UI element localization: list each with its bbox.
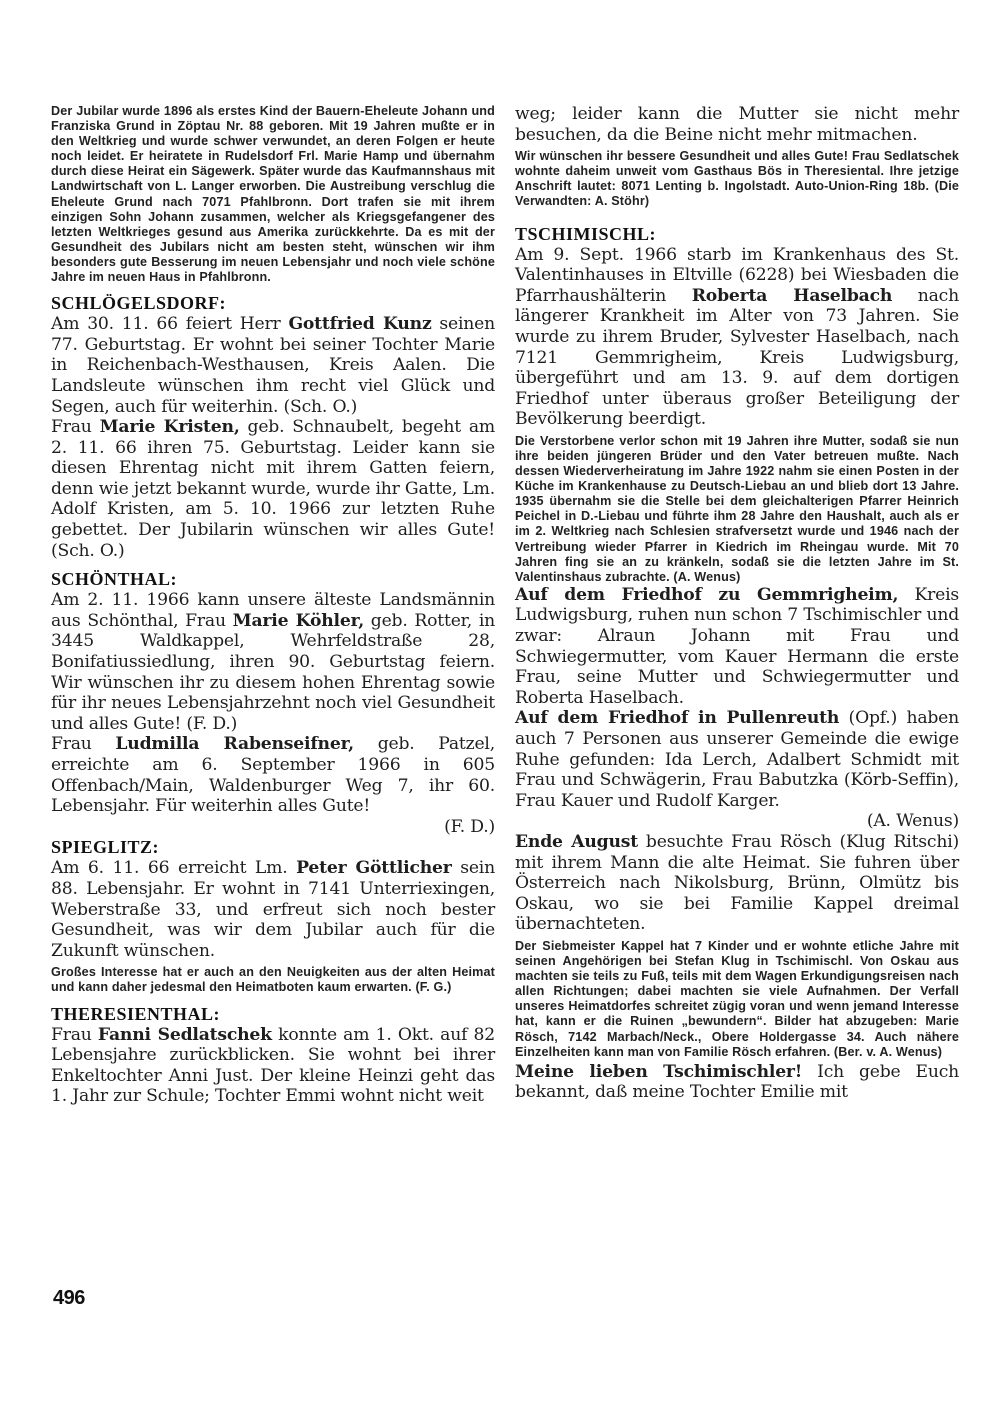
small-note: Wir wünschen ihr bessere Gesundheit und alles Gute! Frau Sedlatschek wohnte daheim unweit vom Gasthaus Bös in Theresiental. Ihre jetzige Anschrift lautet: 8071 Lenting b. Ingolstadt. Auto-Union-Ring 18b. (Die Verwandten: A. Stöhr)	[515, 149, 959, 209]
paragraph-ende-august: Ende August besuchte Frau Rösch (Klug Ritschi) mit ihrem Mann die alte Heimat. Sie fuhren über Österreich nach Nikolsburg, Brünn, Olmütz bis Oskau, wo sie bei Familie Kappel dreimal übernachteten.	[515, 831, 959, 935]
person-name: Roberta Haselbach	[691, 285, 893, 306]
lead-in: Meine lieben Tschimischler!	[515, 1061, 803, 1082]
paragraph-marie-koehler: Am 2. 11. 1966 kann unsere älteste Landsmännin aus Schönthal, Frau Marie Köhler, geb. Rotter, in 3445 Waldkappel, Wehrfeldstraße 28, Bonifatiussiedlung, ihren 90. Geburtstag feiern. Wir wünschen ihr zu diesem hohen Ehrentag sowie für ihr neues Lebensjahrzehnt noch viel Gesundheit und alles Gute! (F. D.)	[51, 590, 495, 734]
section-heading-theresienthal: THERESIENTHAL:	[51, 1003, 221, 1024]
lead-in: Auf dem Friedhof in Pullenreuth	[515, 708, 840, 729]
paragraph-continuation: weg; leider kann die Mutter sie nicht mehr besuchen, da die Beine nicht mehr mitmachen.	[515, 104, 959, 145]
small-note: Die Verstorbene verlor schon mit 19 Jahren ihre Mutter, sodaß sie nun ihre beiden jüngeren Brüder und den Vater betreuen mußte. Nach dessen Wiederverheiratung im Jahre 1922 nahm sie einen Posten in der Küche im Krankenhause zu Deutsch-Liebau an und blieb dort 13 Jahre. 1935 übernahm sie die Stelle bei dem gleichalterigen Pfarrer Heinrich Peichel in D.-Liebau und führte ihm 28 Jahre den Haushalt, auch als er im 2. Weltkrieg nach Schlesien strafversetzt wurde und 1946 nach der Vertreibung wieder Pfarrer in Kiedrich im Rheingau wurde. Mit 70 Jahren fing sie an zu kränkeln, sodaß sie die letzten Jahre im St. Valentinshaus zubrachte. (A. Wenus)	[515, 433, 959, 584]
signature: (F. D.)	[444, 816, 495, 837]
section-heading-schloegelsdorf: SCHLÖGELSDORF:	[51, 293, 227, 314]
signature: (A. Wenus)	[866, 811, 959, 832]
lead-in: Ende August	[515, 831, 638, 852]
person-name: Marie Kristen,	[99, 417, 240, 438]
person-name: Gottfried Kunz	[288, 314, 432, 335]
paragraph-fanni-sedlatschek: Frau Fanni Sedlatschek konnte am 1. Okt. auf 82 Lebensjahre zurückblicken. Sie wohnt bei ihrer Enkeltochter Anni Just. Der kleine Heinzi geht das 1. Jahr zur Schule; Tochter Emmi wohnt nicht weit	[51, 1024, 495, 1107]
person-name: Peter Göttlicher	[296, 858, 452, 879]
paragraph-roberta-haselbach: Am 9. Sept. 1966 starb im Krankenhaus des St. Valentinhauses in Eltville (6228) bei Wiesbaden die Pfarrhaushälterin Roberta Haselbach nach längerer Krankheit im Alter von 73 Jahren. Sie wurde zu ihrem Bruder, Sylvester Haselbach, nach 7121 Gemmrigheim, Kreis Ludwigsburg, übergeführt und am 13. 9. auf dem dortigen Friedhof unter überaus großer Beteiligung der Bevölkerung beerdigt.	[515, 244, 959, 430]
paragraph-peter-goettlicher: Am 6. 11. 66 erreicht Lm. Peter Göttlicher sein 88. Lebensjahr. Er wohnt in 7141 Unterriexingen, Weberstraße 33, und erfreut sich noch bester Gesundheit, was wir dem Jubilar auch für die Zukunft wünschen.	[51, 858, 495, 961]
person-name: Marie Köhler,	[232, 610, 364, 631]
paragraph-meine-lieben: Meine lieben Tschimischler! Ich gebe Euch bekannt, daß meine Tochter Emilie mit	[515, 1061, 959, 1103]
section-heading-spieglitz: SPIEGLITZ:	[51, 837, 160, 858]
section-heading-tschimischl: TSCHIMISCHL:	[515, 223, 657, 244]
section-heading-schoenthal: SCHÖNTHAL:	[51, 569, 178, 590]
small-note: Der Siebmeister Kappel hat 7 Kinder und er wohnte etliche Jahre mit seinen Angehörigen bei Stefan Klug in Tschimischl. Von Oskau aus machten sie teils zu Fuß, teils mit dem Wagen Erkundigungsreisen nach allen Richtungen; dabei machten sie viele Aufnahmen. Der Verfall unseres Heimatdorfes schreitet zügig voran und wenn jemand Interesse hat, kann er die Ruinen „bewundern“. Bilder hat abzugeben: Marie Rösch, 7142 Marbach/Neck., Obere Holdergasse 34. Auch nähere Einzelheiten kann man von Familie Rösch erfahren. (Ber. v. A. Wenus)	[515, 938, 959, 1059]
paragraph-ludmilla-rabenseifner: Frau Ludmilla Rabenseifner, geb. Patzel, erreichte am 6. September 1966 in 605 Offenbach/Main, Waldenburger Weg 7, ihr 60. Lebensjahr. Für weiterhin alles Gute!	[51, 734, 495, 817]
right-column	[515, 104, 959, 1103]
paragraph-marie-kristen: Frau Marie Kristen, geb. Schnaubelt, begeht am 2. 11. 66 ihren 75. Geburtstag. Leider kann sie diesen Ehrentag nicht mit ihrem Gatten feiern, denn wie jetzt bekannt wurde, wurde ihr Gatte, Lm. Adolf Kristen, am 5. 10. 1966 zur letzten Ruhe gebettet. Der Jubilarin wünschen wir alles Gute! (Sch. O.)	[51, 417, 496, 561]
left-column	[51, 104, 495, 1107]
page-number: 496	[53, 1287, 85, 1309]
paragraph-gottfried-kunz: Am 30. 11. 66 feiert Herr Gottfried Kunz seinen 77. Geburtstag. Er wohnt bei seiner Tochter Marie in Reichenbach-Westhausen, Kreis Aalen. Die Landsleute wünschen ihm recht viel Glück und Segen, auch für weiterhin. (Sch. O.)	[51, 314, 495, 417]
lead-in: Auf dem Friedhof zu Gemmrigheim,	[515, 584, 899, 605]
small-note: Großes Interesse hat er auch an den Neuigkeiten aus der alten Heimat und kann daher jedesmal den Heimatboten kaum erwarten. (F. G.)	[51, 965, 495, 995]
paragraph-gemmrigheim: Auf dem Friedhof zu Gemmrigheim, Kreis Ludwigsburg, ruhen nun schon 7 Tschimischler und zwar: Alraun Johann mit Frau und Schwiegermutter, vom Kauer Hermann die erste Frau, seine Mutter und Schwiegermutter und Roberta Haselbach.	[515, 584, 959, 708]
person-name: Fanni Sedlatschek	[97, 1024, 272, 1045]
paragraph-pullenreuth: Auf dem Friedhof in Pullenreuth (Opf.) haben auch 7 Personen aus unserer Gemeinde die ewige Ruhe gefunden: Ida Lerch, Adalbert Schmidt mit Frau und Schwägerin, Frau Babutzka (Körb-Seffin), Frau Kauer und Rudolf Karger.	[515, 708, 960, 811]
intro-paragraph: Der Jubilar wurde 1896 als erstes Kind der Bauern-Eheleute Johann und Franziska Grund in Zöptau Nr. 88 geboren. Mit 19 Jahren mußte er in den Weltkrieg und wurde schwer verwundet, an deren Folgen er heute noch leidet. Er heiratete in Rudelsdorf Frl. Marie Hamp und übernahm durch diese Heirat ein Sägewerk. Später wurde das Kaufmannshaus mit Landwirtschaft von L. Langer erworben. Die Austreibung verschlug die Eheleute Grund nach 7071 Pfahlbronn. Dort trafen sie mit ihrem einzigen Sohn Johann zusammen, welcher als Kriegsgefangener des letzten Weltkrieges gesund aus Amerika zurückkehrte. Da es mit der Gesundheit des Jubilars nicht am besten steht, wünschen wir ihm besonders gute Besserung im neuen Lebensjahr und noch viele schöne Jahre im neuen Haus in Pfahlbronn.	[51, 104, 495, 285]
person-name: Ludmilla Rabenseifner,	[115, 734, 354, 755]
